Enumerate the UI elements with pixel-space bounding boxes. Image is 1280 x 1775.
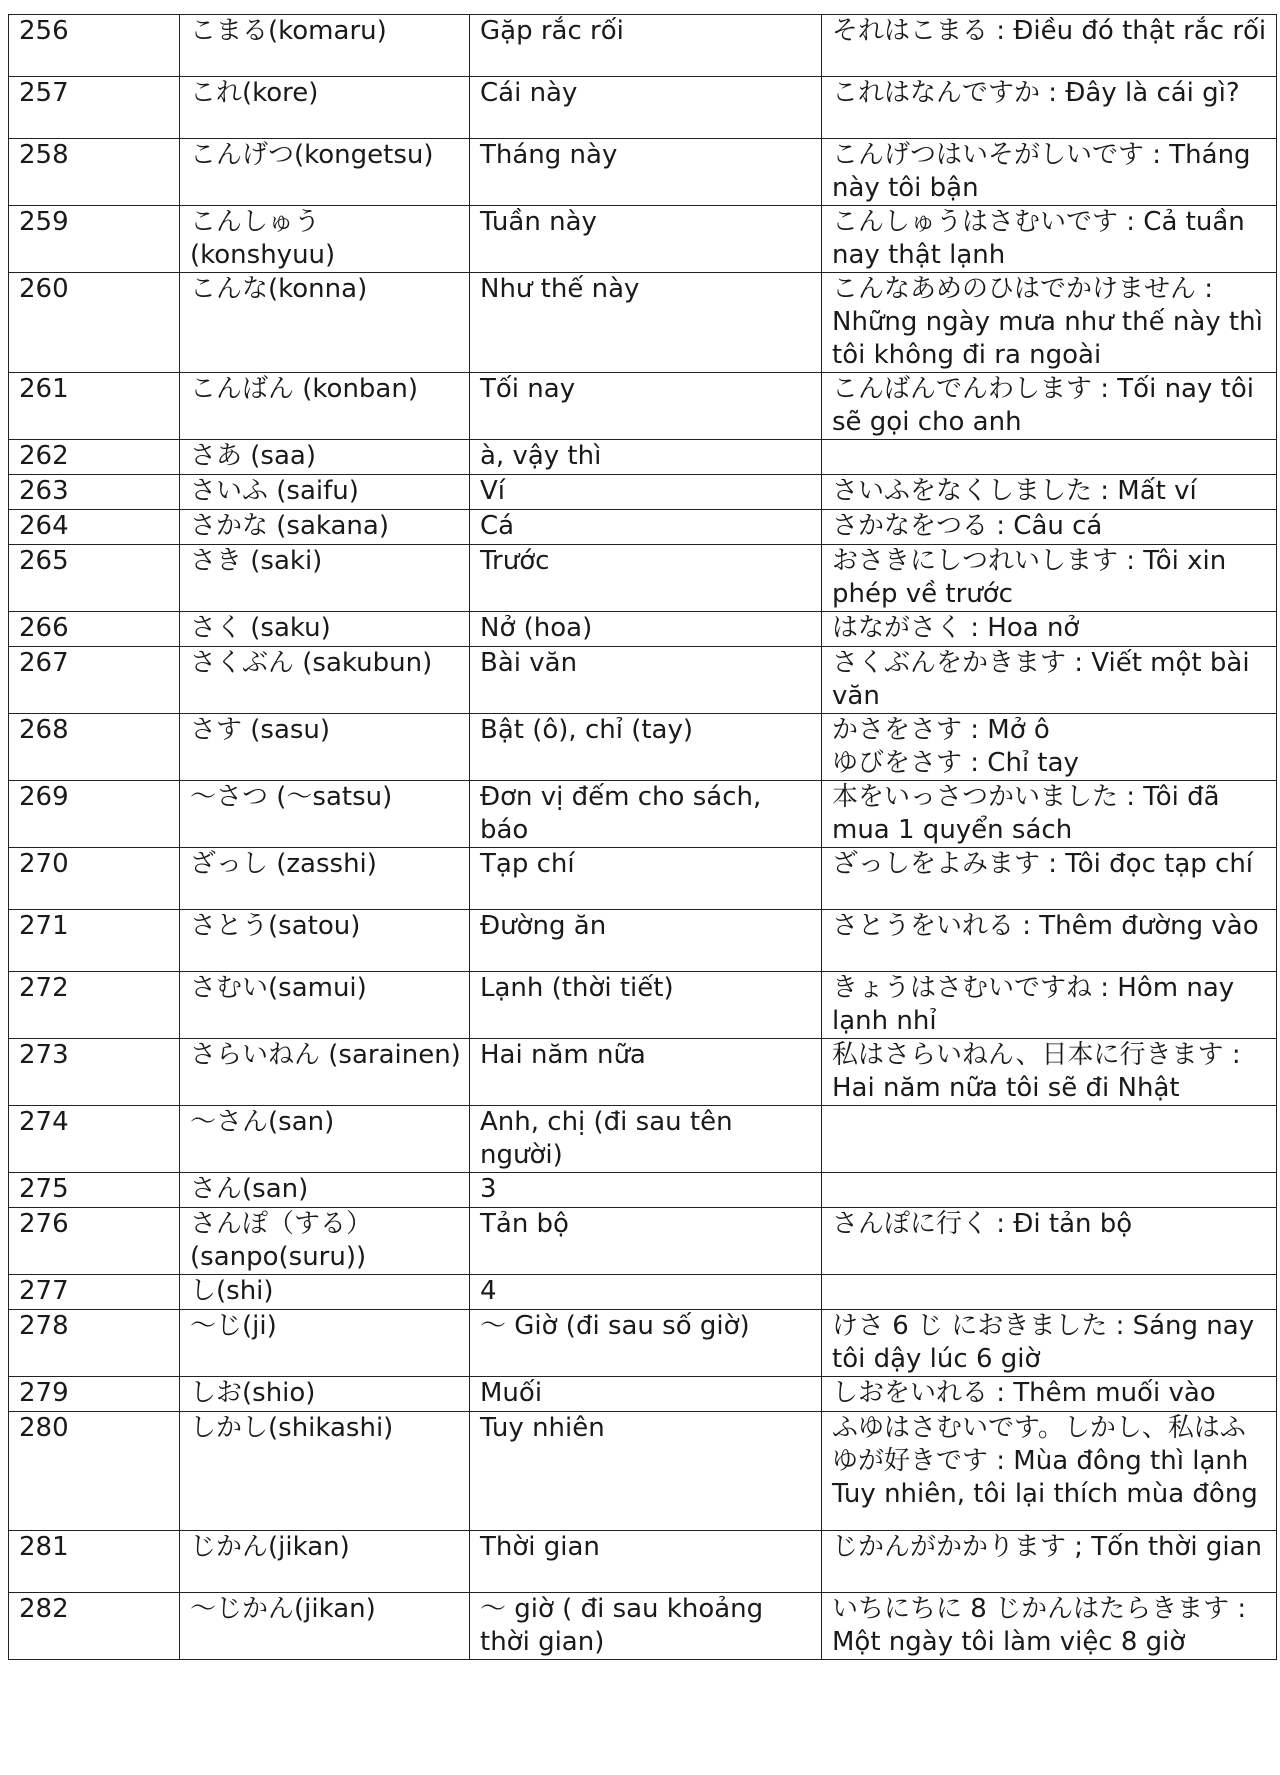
entry-meaning: Tản bộ (470, 1208, 822, 1275)
entry-example: おさきにしつれいします : Tôi xin phép về trước (822, 545, 1277, 612)
entry-number: 272 (9, 972, 180, 1039)
entry-word: さあ (saa) (180, 440, 470, 475)
entry-number: 260 (9, 273, 180, 373)
entry-word: さんぽ（する） (sanpo(suru)) (180, 1208, 470, 1275)
table-row (9, 910, 1277, 972)
entry-example: いちにちに 8 じかんはたらきます : Một ngày tôi làm việc 8 giờ (822, 1593, 1277, 1660)
entry-word: しかし(shikashi) (180, 1412, 470, 1531)
header-cutoff (0, 0, 1280, 14)
table-row (9, 15, 1277, 77)
table-row (9, 781, 1277, 848)
entry-word: さくぶん (sakubun) (180, 647, 470, 714)
entry-meaning: Cá (470, 510, 822, 545)
entry-number: 266 (9, 612, 180, 647)
header-cutoff-left (0, 0, 1100, 8)
entry-word: こんしゅう (konshyuu) (180, 206, 470, 273)
entry-example (822, 1106, 1277, 1173)
entry-word: さむい(samui) (180, 972, 470, 1039)
entry-word: こんばん (konban) (180, 373, 470, 440)
entry-example: それはこまる : Điều đó thật rắc rối (822, 15, 1277, 77)
entry-number: 256 (9, 15, 180, 77)
entry-word: し(shi) (180, 1275, 470, 1310)
entry-meaning: Đơn vị đếm cho sách, báo (470, 781, 822, 848)
entry-meaning: 4 (470, 1275, 822, 1310)
entry-meaning: Đường ăn (470, 910, 822, 972)
entry-meaning: Gặp rắc rối (470, 15, 822, 77)
entry-word: さいふ (saifu) (180, 475, 470, 510)
entry-number: 267 (9, 647, 180, 714)
table-row (9, 1275, 1277, 1310)
entry-number: 259 (9, 206, 180, 273)
entry-number: 278 (9, 1310, 180, 1377)
entry-meaning: Thời gian (470, 1531, 822, 1593)
entry-word: ～さん(san) (180, 1106, 470, 1173)
entry-meaning: Tạp chí (470, 848, 822, 910)
entry-word: しお(shio) (180, 1377, 470, 1412)
entry-word: ～じかん(jikan) (180, 1593, 470, 1660)
entry-example: じかんがかかります ; Tốn thời gian (822, 1531, 1277, 1593)
entry-example: 私はさらいねん、日本に行きます : Hai năm nữa tôi sẽ đi Nhật (822, 1039, 1277, 1106)
entry-word: さらいねん (sarainen) (180, 1039, 470, 1106)
entry-number: 257 (9, 77, 180, 139)
entry-number: 268 (9, 714, 180, 781)
table-row (9, 139, 1277, 206)
table-row (9, 612, 1277, 647)
table-row (9, 1593, 1277, 1660)
entry-example: 本をいっさつかいました : Tôi đã mua 1 quyển sách (822, 781, 1277, 848)
entry-number: 282 (9, 1593, 180, 1660)
entry-number: 275 (9, 1173, 180, 1208)
header-cutoff-right (1100, 0, 1280, 8)
entry-word: ～さつ (～satsu) (180, 781, 470, 848)
table-row (9, 545, 1277, 612)
table-row (9, 440, 1277, 475)
entry-meaning: Tuy nhiên (470, 1412, 822, 1531)
table-row (9, 848, 1277, 910)
entry-word: ざっし (zasshi) (180, 848, 470, 910)
entry-meaning: ～ Giờ (đi sau số giờ) (470, 1310, 822, 1377)
entry-example: これはなんですか : Đây là cái gì? (822, 77, 1277, 139)
table-row (9, 1039, 1277, 1106)
entry-example: こんなあめのひはでかけません : Những ngày mưa như thế này thì tôi không đi ra ngoài (822, 273, 1277, 373)
entry-word: さき (saki) (180, 545, 470, 612)
entry-example: さいふをなくしました : Mất ví (822, 475, 1277, 510)
entry-number: 265 (9, 545, 180, 612)
entry-meaning: Hai năm nữa (470, 1039, 822, 1106)
entry-number: 280 (9, 1412, 180, 1531)
entry-word: こんな(konna) (180, 273, 470, 373)
entry-example: きょうはさむいですね : Hôm nay lạnh nhỉ (822, 972, 1277, 1039)
entry-meaning: Bài văn (470, 647, 822, 714)
entry-meaning: Muối (470, 1377, 822, 1412)
entry-word: こんげつ(kongetsu) (180, 139, 470, 206)
entry-example: こんしゅうはさむいです : Cả tuần nay thật lạnh (822, 206, 1277, 273)
entry-word: さとう(satou) (180, 910, 470, 972)
table-row (9, 1106, 1277, 1173)
table-row (9, 1173, 1277, 1208)
entry-meaning: Lạnh (thời tiết) (470, 972, 822, 1039)
entry-example: こんばんでんわします : Tối nay tôi sẽ gọi cho anh (822, 373, 1277, 440)
entry-meaning: Cái này (470, 77, 822, 139)
entry-meaning: Tuần này (470, 206, 822, 273)
entry-meaning: Tháng này (470, 139, 822, 206)
table-row (9, 647, 1277, 714)
entry-number: 264 (9, 510, 180, 545)
entry-number: 273 (9, 1039, 180, 1106)
table-row (9, 1377, 1277, 1412)
entry-meaning: à, vậy thì (470, 440, 822, 475)
entry-example: かさをさす : Mở ô ゆびをさす : Chỉ tay (822, 714, 1277, 781)
entry-example: ざっしをよみます : Tôi đọc tạp chí (822, 848, 1277, 910)
table-row (9, 972, 1277, 1039)
entry-example: けさ 6 じ におきました : Sáng nay tôi dậy lúc 6 giờ (822, 1310, 1277, 1377)
entry-word: さん(san) (180, 1173, 470, 1208)
table-row (9, 1208, 1277, 1275)
entry-number: 274 (9, 1106, 180, 1173)
entry-word: さく (saku) (180, 612, 470, 647)
entry-word: こまる(komaru) (180, 15, 470, 77)
entry-meaning: 3 (470, 1173, 822, 1208)
entry-meaning: Trước (470, 545, 822, 612)
entry-meaning: ～ giờ ( đi sau khoảng thời gian) (470, 1593, 822, 1660)
entry-example (822, 1275, 1277, 1310)
table-row (9, 1412, 1277, 1531)
table-row (9, 714, 1277, 781)
entry-example: こんげつはいそがしいです : Tháng này tôi bận (822, 139, 1277, 206)
entry-meaning: Ví (470, 475, 822, 510)
entry-example (822, 440, 1277, 475)
entry-example: さくぶんをかきます : Viết một bài văn (822, 647, 1277, 714)
entry-number: 262 (9, 440, 180, 475)
entry-example: はながさく : Hoa nở (822, 612, 1277, 647)
vocabulary-table (8, 14, 1277, 1660)
vocabulary-table-body (9, 15, 1277, 1660)
entry-number: 277 (9, 1275, 180, 1310)
entry-example (822, 1173, 1277, 1208)
entry-number: 279 (9, 1377, 180, 1412)
entry-word: じかん(jikan) (180, 1531, 470, 1593)
table-row (9, 77, 1277, 139)
entry-number: 276 (9, 1208, 180, 1275)
entry-number: 263 (9, 475, 180, 510)
table-row (9, 373, 1277, 440)
entry-number: 271 (9, 910, 180, 972)
entry-example: しおをいれる : Thêm muối vào (822, 1377, 1277, 1412)
entry-example: さかなをつる : Câu cá (822, 510, 1277, 545)
entry-number: 270 (9, 848, 180, 910)
table-row (9, 206, 1277, 273)
entry-example: ふゆはさむいです。しかし、私はふゆが好きです : Mùa đông thì lạnh Tuy nhiên, tôi lại thích mùa đông (822, 1412, 1277, 1531)
entry-meaning: Nở (hoa) (470, 612, 822, 647)
table-row (9, 510, 1277, 545)
entry-meaning: Như thế này (470, 273, 822, 373)
entry-meaning: Bật (ô), chỉ (tay) (470, 714, 822, 781)
entry-number: 281 (9, 1531, 180, 1593)
table-row (9, 475, 1277, 510)
table-row (9, 273, 1277, 373)
entry-example: さんぽに行く : Đi tản bộ (822, 1208, 1277, 1275)
entry-word: さかな (sakana) (180, 510, 470, 545)
entry-word: さす (sasu) (180, 714, 470, 781)
entry-number: 261 (9, 373, 180, 440)
entry-example: さとうをいれる : Thêm đường vào (822, 910, 1277, 972)
entry-number: 269 (9, 781, 180, 848)
entry-meaning: Anh, chị (đi sau tên người) (470, 1106, 822, 1173)
table-row (9, 1310, 1277, 1377)
table-row (9, 1531, 1277, 1593)
entry-word: ～じ(ji) (180, 1310, 470, 1377)
entry-meaning: Tối nay (470, 373, 822, 440)
entry-word: これ(kore) (180, 77, 470, 139)
entry-number: 258 (9, 139, 180, 206)
